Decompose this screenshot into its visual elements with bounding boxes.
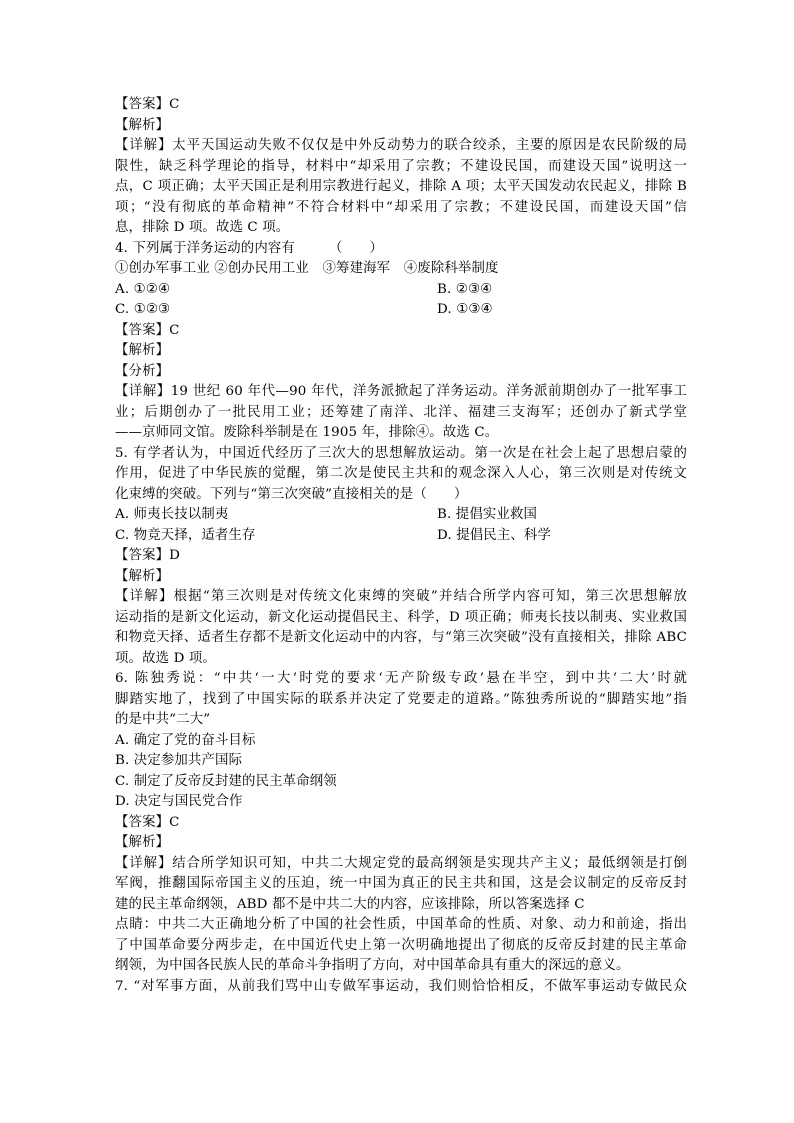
text-line: A. 确定了党的奋斗目标	[115, 732, 256, 748]
text-line: 【详解】结合所学知识可知，中共二大规定党的最高纲领是实现共产主义；最低纲领是打倒	[115, 855, 687, 871]
text-line: 了中国革命要分两步走，在中国近代史上第一次明确地提出了彻底的反帝反封建的民主革命	[115, 937, 687, 953]
text-line: 【答案】D	[115, 548, 181, 563]
text-line: B. 决定参加共产国际	[115, 753, 243, 768]
text-line: 【解析】	[115, 343, 170, 358]
option-right: D. 提倡民主、科学	[437, 527, 552, 543]
text-line: 项；“没有彻底的革命精神”不符合材料中“却采用了宗教；不建设民国，而建设天国”信	[115, 199, 687, 215]
text-line: 5. 有学者认为，中国近代经历了三次大的思想解放运动。第一次是在社会上起了思想启蒙的	[115, 445, 687, 461]
text-line: 【详解】19 世纪 60 年代—90 年代，洋务派掀起了洋务运动。洋务派前期创办了一批军事工	[115, 384, 687, 399]
text-line: 运动指的是新文化运动，新文化运动提倡民主、科学，D 项正确；师夷长技以制夷、实业救国	[115, 609, 687, 625]
text-line: 纲领，为中国各民族人民的革命斗争指明了方向，对中国革命具有重大的深远的意义。	[115, 958, 630, 973]
option-right: B. ②③④	[437, 281, 493, 297]
text-line: D. 决定与国民党合作	[115, 794, 243, 809]
text-line: 【解析】	[115, 568, 170, 584]
text-line: 【答案】C	[115, 97, 180, 112]
option-row	[115, 505, 687, 526]
text-line: 【解析】	[115, 835, 170, 850]
text-line: 息，排除 D 项。故选 C 项。	[115, 220, 290, 235]
text-line: 【详解】太平天国运动失败不仅仅是中外反动势力的联合绞杀，主要的原因是农民阶级的局	[115, 138, 687, 153]
text-line: 【答案】C	[115, 814, 180, 830]
text-line: 【分析】	[115, 363, 170, 379]
text-line: 化束缚的突破。下列与“第三次突破”直接相关的是（ ）	[115, 486, 468, 502]
option-row	[115, 300, 687, 321]
text-line: 作用，促进了中华民族的觉醒，第二次是使民主共和的观念深入人心，第三次则是对传统文	[115, 466, 687, 481]
option-right: B. 提倡实业救国	[437, 507, 538, 522]
option-row	[115, 280, 687, 301]
text-line: 限性，缺乏科学理论的指导，材料中“却采用了宗教；不建设民国，而建设天国”说明这一	[115, 158, 687, 174]
text-line: C. 制定了反帝反封建的民主革命纲领	[115, 773, 337, 789]
text-line: 建的民主革命纲领，ABD 都不是中共二大的内容，应该排除，所以答案选择 C	[115, 896, 585, 912]
text-line: 【解析】	[115, 117, 170, 133]
option-right: D. ①③④	[437, 302, 493, 317]
text-line: ——京师同文馆。废除科举制是在 1905 年，排除④。故选 C。	[115, 425, 499, 440]
text-line: 4. 下列属于洋务运动的内容有 （ ）	[115, 240, 384, 256]
text-line: 军阀，推翻国际帝国主义的压迫，统一中国为真正的民主共和国，这是会议制定的反帝反封	[115, 876, 687, 891]
text-line: 业；后期创办了一批民用工业；还筹建了南洋、北洋、福建三支海军；还创办了新式学堂	[115, 404, 687, 420]
text-line: 6. 陈独秀说：“中共‘一大’时党的要求‘无产阶级专政’悬在半空，到中共‘二大’时就	[115, 671, 687, 686]
document-page	[115, 95, 687, 997]
option-left: C. ①②③	[115, 302, 171, 317]
option-left: A. ①②④	[115, 281, 171, 297]
text-line: ①创办军事工业 ②创办民用工业 ③筹建海军 ④废除科举制度	[115, 261, 499, 276]
text-line: 【答案】C	[115, 322, 180, 338]
option-left: A. 师夷长技以制夷	[115, 507, 229, 522]
text-line: 【详解】根据“第三次则是对传统文化束缚的突破”并结合所学内容可知，第三次思想解放	[115, 589, 687, 604]
text-line: 点睛：中共二大正确地分析了中国的社会性质，中国革命的性质、对象、动力和前途，指出	[115, 917, 687, 932]
text-line: 的是中共“二大”	[115, 712, 211, 727]
option-left: C. 物竞天择，适者生存	[115, 527, 256, 543]
text-line: 脚踏实地了，找到了中国实际的联系并决定了党要走的道路。”陈独秀所说的“脚踏实地”指	[115, 691, 687, 707]
option-row	[115, 526, 687, 547]
text-line: 和物竞天择、适者生存都不是新文化运动中的内容，与“第三次突破”没有直接相关，排除 ABC	[115, 630, 687, 645]
text-line: 7. “对军事方面，从前我们骂中山专做军事运动，我们则恰恰相反，不做军事运动专做民众	[115, 978, 687, 994]
text-line: 项。故选 D 项。	[115, 650, 216, 666]
text-line: 点，C 项正确；太平天国正是利用宗教进行起义，排除 A 项；太平天国发动农民起义，排除 B	[115, 179, 687, 194]
